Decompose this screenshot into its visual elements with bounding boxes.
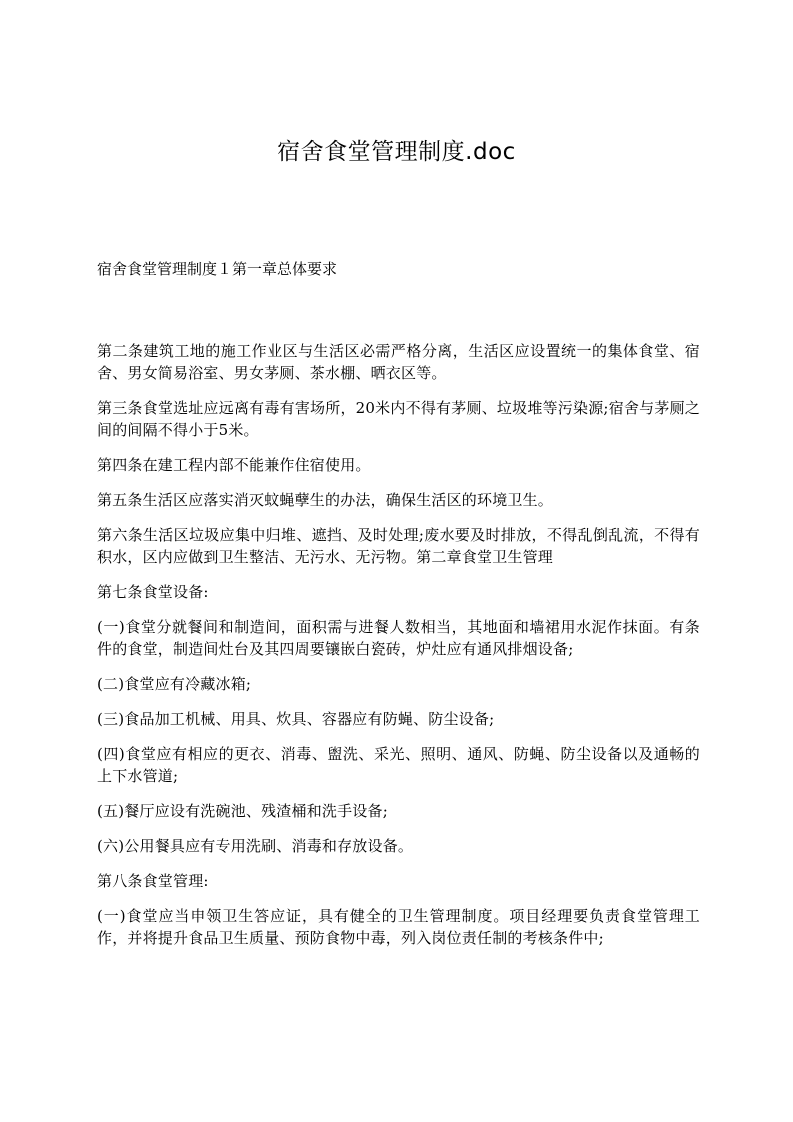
paragraph-article-7-item-1: (一)食堂分就餐间和制造间，面积需与进餐人数相当，其地面和墙裙用水泥作抹面。有条件的食堂，制造间灶台及其四周要镶嵌白瓷砖，炉灶应有通风排烟设备;	[97, 618, 700, 658]
paragraph-article-7-item-3: (三)食品加工机械、用具、炊具、容器应有防蝇、防尘设备;	[97, 710, 495, 728]
paragraph-article-4: 第四条在建工程内部不能兼作住宿使用。	[97, 456, 371, 474]
paragraph-article-7-item-4: (四)食堂应有相应的更衣、消毒、盥洗、采光、照明、通风、防蝇、防尘设备以及通畅的上下水管道;	[97, 745, 700, 785]
document-title: 宿舍食堂管理制度.doc	[277, 139, 516, 165]
document-body	[97, 340, 700, 962]
chapter-heading: 宿舍食堂管理制度１第一章总体要求	[97, 260, 338, 278]
paragraph-article-5: 第五条生活区应落实消灭蚊蝇孽生的办法，确保生活区的环境卫生。	[97, 491, 554, 509]
paragraph-article-3: 第三条食堂选址应远离有毒有害场所，20米内不得有茅厕、垃圾堆等污染源;宿舍与茅厕之间的间隔不得小于5米。	[97, 399, 700, 439]
paragraph-article-7-item-5: (五)餐厅应设有洗碗池、残渣桶和洗手设备;	[97, 802, 388, 820]
paragraph-article-7: 第七条食堂设备:	[97, 583, 209, 601]
paragraph-article-7-item-6: (六)公用餐具应有专用洗刷、消毒和存放设备。	[97, 837, 414, 855]
paragraph-article-6: 第六条生活区垃圾应集中归堆、遮挡、及时处理;废水要及时排放，不得乱倒乱流，不得有积水，区内应做到卫生整洁、无污水、无污物。第二章食堂卫生管理	[97, 526, 700, 566]
paragraph-article-8-item-1: (一)食堂应当申领卫生答应证，具有健全的卫生管理制度。项目经理要负责食堂管理工作，并将提升食品卫生质量、预防食物中毒，列入岗位责任制的考核条件中;	[97, 907, 700, 947]
paragraph-article-8: 第八条食堂管理:	[97, 872, 209, 890]
paragraph-article-7-item-2: (二)食堂应有冷藏冰箱;	[97, 675, 252, 693]
paragraph-article-2: 第二条建筑工地的施工作业区与生活区必需严格分离，生活区应设置统一的集体食堂、宿舍、男女简易浴室、男女茅厕、茶水棚、晒衣区等。	[97, 342, 700, 382]
